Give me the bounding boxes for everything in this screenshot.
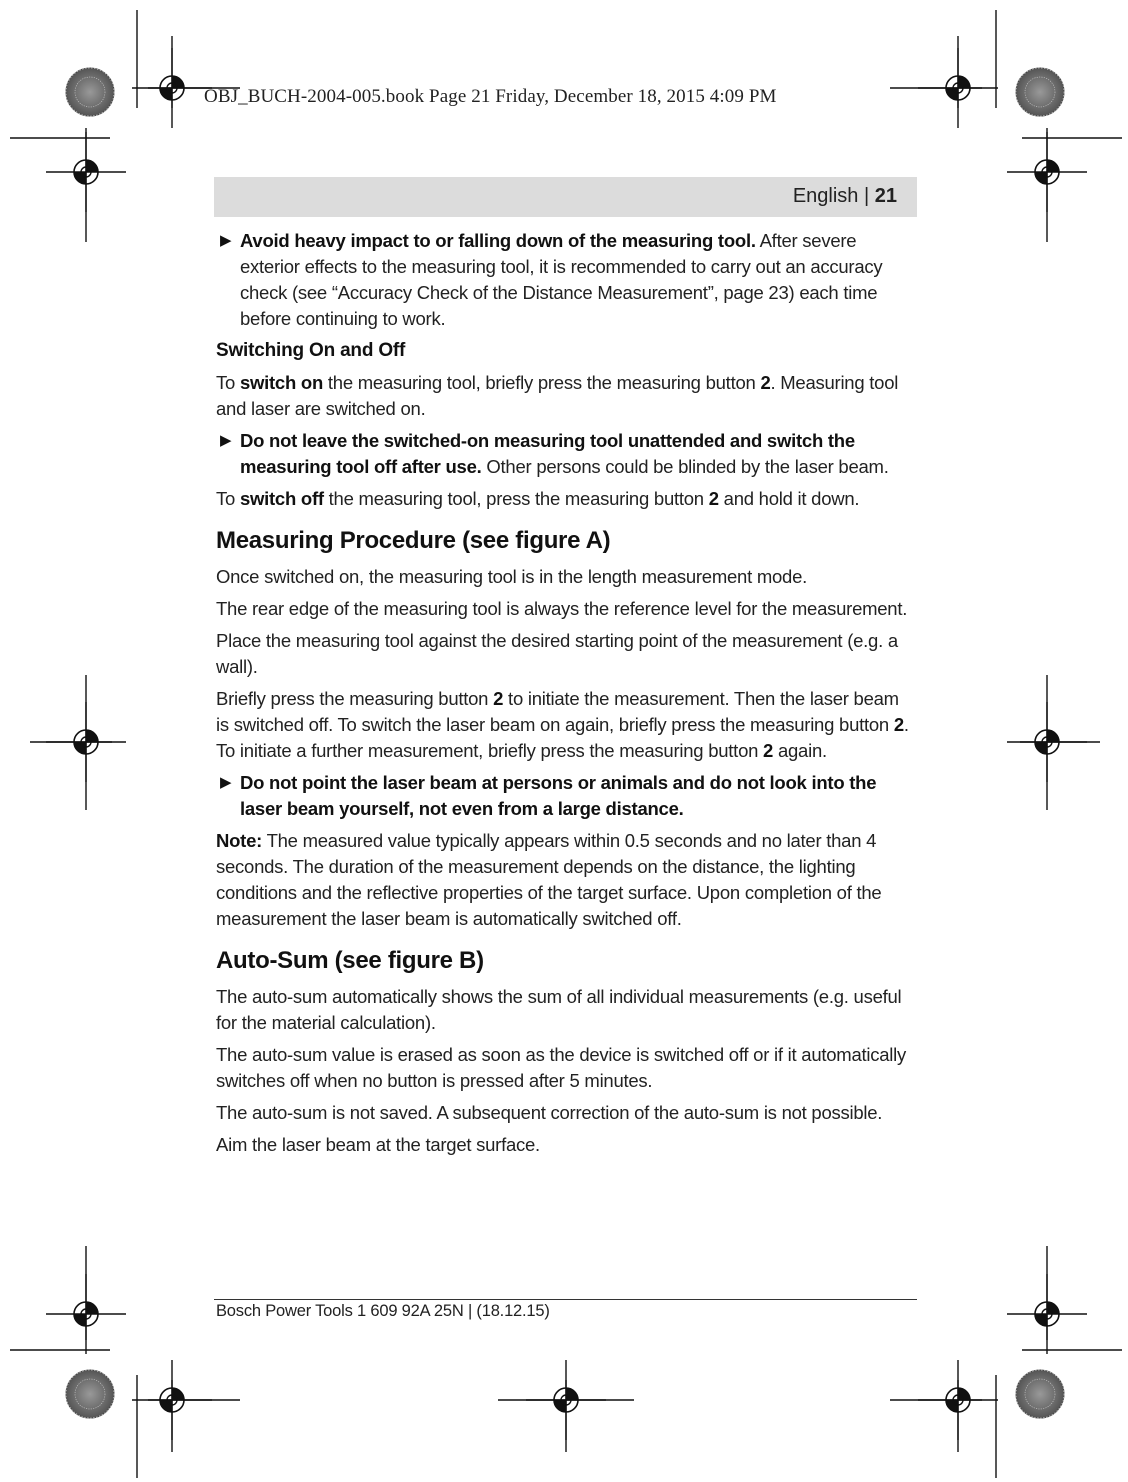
safety-bullet-laser (216, 770, 916, 822)
paragraph-initiate-measurement: Briefly press the measuring button 2 to initiate the measurement. Then the laser beam is switched off. To switch the laser beam on again, briefly press the measuring button 2. To initiate a further measurement, briefly press the measuring button 2 again. (216, 688, 909, 761)
paragraph-auto-sum-erased: The auto-sum value is erased as soon as the device is switched off or if it automatically switches off when no button is pressed after 5 minutes. (216, 1044, 907, 1091)
paragraph-starting-point: Place the measuring tool against the desired starting point of the measurement (e.g. a wall). (216, 630, 898, 677)
bullet-triangle-icon: ▶ (220, 432, 232, 449)
bullet-text: Other persons could be blinded by the laser beam. (481, 456, 889, 477)
safety-bullet-impact (216, 228, 916, 332)
paragraph-reference-level: The rear edge of the measuring tool is always the reference level for the measurement. (216, 598, 908, 619)
page-body (216, 228, 916, 1164)
bullet-text: After severe exterior effects to the measuring tool, it is recommended to carry out an accuracy check (see “Accuracy Check of the Distance Measurement”, page 23) each time before continuing to work. (240, 230, 883, 329)
header-label (793, 185, 897, 208)
page-footer: Bosch Power Tools 1 609 92A 25N | (18.12.15) (216, 1302, 550, 1320)
safety-bullet-unattended (216, 428, 916, 480)
paragraph-switch-on: To switch on the measuring tool, briefly press the measuring button 2. Measuring tool and laser are switched on. (216, 372, 899, 419)
paragraph-length-mode: Once switched on, the measuring tool is in the length measurement mode. (216, 566, 808, 587)
page-header (214, 177, 917, 217)
bullet-bold-text: Do not leave the switched-on measuring tool unattended and switch the measuring tool off after use. (240, 430, 855, 477)
print-slug-line: OBJ_BUCH-2004-005.book Page 21 Friday, December 18, 2015 4:09 PM (204, 86, 777, 107)
paragraph-note: Note: The measured value typically appears within 0.5 seconds and no later than 4 seconds. The duration of the measurement depends on the distance, the lighting conditions and the reflective properties of the target surface. Upon completion of the measurement the laser beam is automatically switched off. (216, 830, 882, 929)
heading-auto-sum: Auto-Sum (see figure B) (216, 947, 484, 974)
bullet-bold-text: Avoid heavy impact to or falling down of the measuring tool. (240, 230, 756, 251)
subheading-switching: Switching On and Off (216, 340, 406, 361)
bullet-triangle-icon: ▶ (220, 774, 232, 791)
footer-divider (214, 1299, 917, 1300)
page-number: 21 (874, 185, 897, 207)
paragraph-aim-laser: Aim the laser beam at the target surface. (216, 1134, 540, 1155)
bullet-triangle-icon: ▶ (220, 232, 232, 249)
paragraph-auto-sum-not-saved: The auto-sum is not saved. A subsequent correction of the auto-sum is not possible. (216, 1102, 883, 1123)
paragraph-auto-sum-shows: The auto-sum automatically shows the sum of all individual measurements (e.g. useful for the material calculation). (216, 986, 902, 1033)
bullet-bold-text: Do not point the laser beam at persons or animals and do not look into the laser beam yourself, not even from a large distance. (240, 772, 877, 819)
paragraph-switch-off: To switch off the measuring tool, press the measuring button 2 and hold it down. (216, 488, 860, 509)
heading-measuring-procedure: Measuring Procedure (see figure A) (216, 527, 611, 554)
header-separator: | (858, 185, 875, 207)
header-language: English (792, 185, 859, 207)
